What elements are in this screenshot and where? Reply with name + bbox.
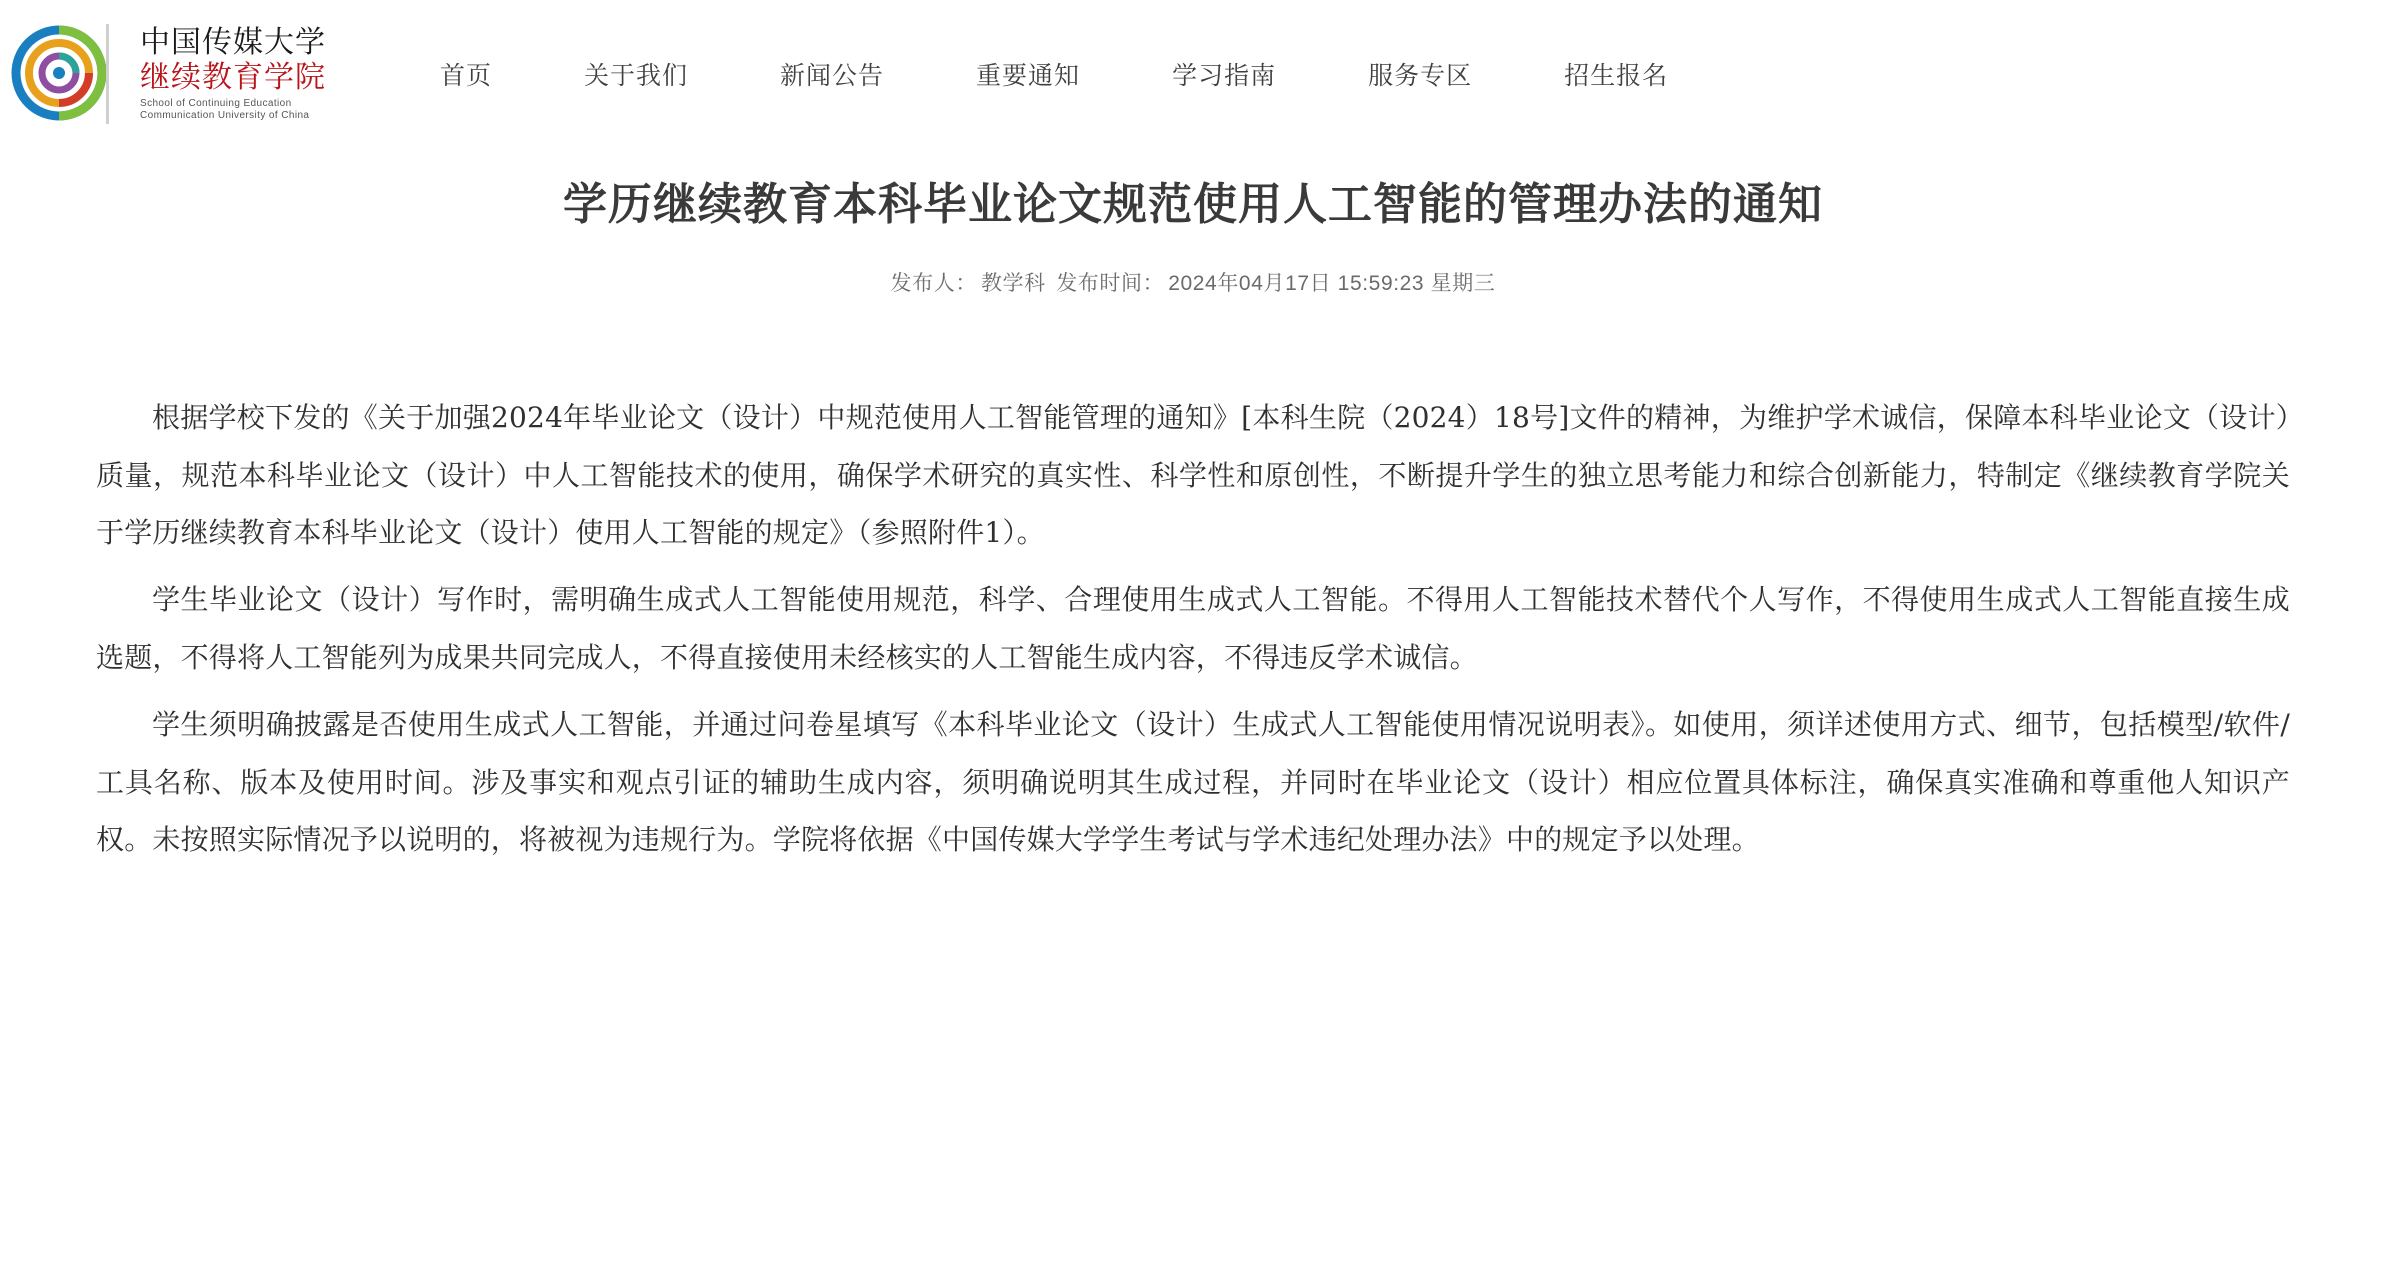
article-paragraph: 学生毕业论文（设计）写作时，需明确生成式人工智能使用规范，科学、合理使用生成式人工智能。不得用人工智能技术替代个人写作，不得使用生成式人工智能直接生成选题，不得将人工智能列为成果共同完成人，不得直接使用未经核实的人工智能生成内容，不得违反学术诚信。 xyxy=(96,583,2290,674)
nav-item-news[interactable]: 新闻公告 xyxy=(780,62,885,90)
publish-time-label: 发布时间： xyxy=(1056,272,1165,296)
brand-name-cn-line2: 继续教育学院 xyxy=(140,60,326,95)
page-bottom-edge xyxy=(0,1273,2386,1279)
brand-name-en-line1: School of Continuing Education xyxy=(140,97,292,109)
nav-item-study-guide[interactable]: 学习指南 xyxy=(1172,62,1277,90)
main-navigation xyxy=(440,46,1668,102)
site-brand[interactable] xyxy=(10,18,340,130)
publisher-label: 发布人： xyxy=(890,272,977,296)
nav-item-about[interactable]: 关于我们 xyxy=(584,62,689,90)
article-paragraph: 学生须明确披露是否使用生成式人工智能，并通过问卷星填写《本科毕业论文（设计）生成式人工智能使用情况说明表》。如使用，须详述使用方式、细节，包括模型/软件/工具名称、版本及使用时间。涉及事实和观点引证的辅助生成内容，须明确说明其生成过程，并同时在毕业论文（设计）相应位置具体标注，确保真实准确和尊重他人知识产权。未按照实际情况予以说明的，将被视为违规行为。学院将依据《中国传媒大学学生考试与学术违纪处理办法》中的规定予以处理。 xyxy=(96,708,2290,856)
site-header xyxy=(0,0,2386,148)
publish-time-value: 2024年04月17日 15:59:23 星期三 xyxy=(1168,272,1496,296)
left-margin-rail xyxy=(0,148,34,1279)
publisher-value: 教学科 xyxy=(980,272,1046,296)
page-title: 学历继续教育本科毕业论文规范使用人工智能的管理办法的通知 xyxy=(563,179,1823,230)
nav-item-notice[interactable]: 重要通知 xyxy=(976,62,1081,90)
cuc-ring-logo-icon xyxy=(10,18,136,130)
brand-name-en-line2: Communication University of China xyxy=(140,110,310,121)
article-body xyxy=(96,389,2290,868)
article-paragraph: 根据学校下发的《关于加强2024年毕业论文（设计）中规范使用人工智能管理的通知》[本科生院（2024）18号]文件的精神，为维护学术诚信，保障本科毕业论文（设计）质量，规范本科毕业论文（设计）中人工智能技术的使用，确保学术研究的真实性、科学性和原创性，不断提升学生的独立思考能力和综合创新能力，特制定《继续教育学院关于学历继续教育本科毕业论文（设计）使用人工智能的规定》（参照附件1）。 xyxy=(96,401,2290,549)
brand-text-block xyxy=(140,24,326,122)
article-meta xyxy=(96,267,2290,297)
nav-item-home[interactable]: 首页 xyxy=(440,62,493,90)
brand-name-cn-line1: 中国传媒大学 xyxy=(140,24,326,60)
nav-item-admission[interactable]: 招生报名 xyxy=(1564,62,1669,90)
nav-item-service[interactable]: 服务专区 xyxy=(1368,62,1473,90)
article xyxy=(0,176,2386,868)
